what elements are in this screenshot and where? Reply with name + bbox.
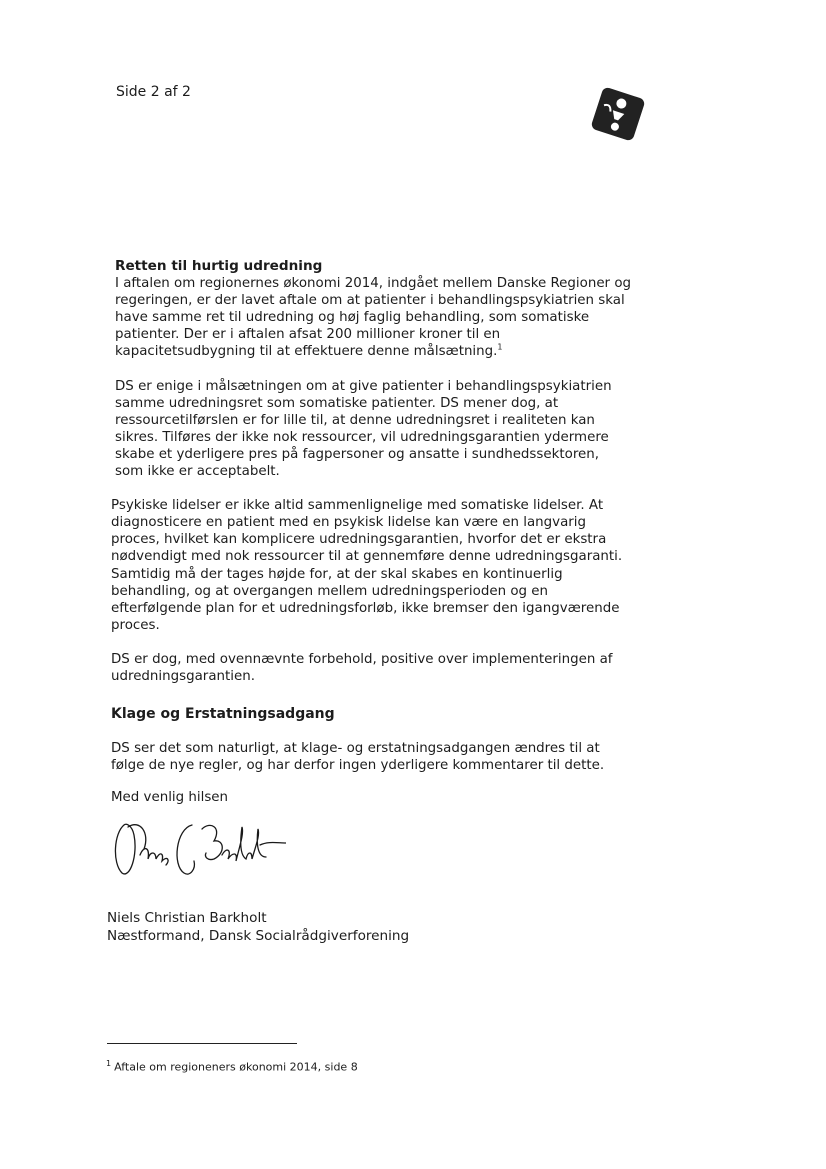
handwritten-signature	[110, 815, 286, 885]
paragraph: DS er dog, med ovennævnte forbehold, positive over implementeringen af udredningsgarantien.	[111, 651, 613, 684]
section-heading: Retten til hurtig udredning	[115, 258, 323, 274]
paragraph: Psykiske lidelser er ikke altid sammenlignelige med somatiske lidelser. At diagnosticere en patient med en psykisk lidelse kan være en langvarig proces, hvilket kan komplicere udredningsgarantien, hvorfor det er ekstra nødvendigt med nok ressourcer til at gennemføre denne udredningsgaranti. Samtidig må der tages højde for, at der skal skabes en kontinuerlig behandling, og at overgangen mellem udredningsperioden og en efterfølgende plan for et udredningsforløb, ikke bremser den igangværende proces.	[111, 498, 623, 633]
page-number: Side 2 af 2	[116, 84, 191, 100]
footnote	[106, 1059, 358, 1074]
footnote-marker: 1	[106, 1059, 112, 1068]
letter-body	[111, 258, 631, 806]
footnote-text: Aftale om regioneners økonomi 2014, side 8	[114, 1060, 358, 1074]
section-rapid-assessment	[111, 258, 631, 480]
paragraph: DS er enige i målsætningen om at give patienter i behandlingspsykiatrien samme udredningsret som somatiske patienter. DS mener dog, at ressourcetilførslen er for lille til, at denne udredningsret i realiteten kan sikres. Tilføres der ikke nok ressourcer, vil udredningsgarantien ydermere skabe et yderligere pres på fagpersoner og ansatte i sundhedssektoren, som ikke er acceptabelt.	[115, 378, 612, 480]
signer-block	[107, 909, 409, 945]
signer-name: Niels Christian Barkholt	[107, 910, 267, 926]
footnote-divider	[107, 1043, 297, 1044]
ds-logo-icon	[588, 86, 648, 142]
paragraph	[115, 275, 631, 360]
section-heading: Klage og Erstatningsadgang	[111, 706, 335, 723]
footnote-reference: 1	[497, 343, 503, 352]
paragraph: DS ser det som naturligt, at klage- og erstatningsadgangen ændres til at følge de nye regler, og har derfor ingen yderligere kommentarer til dette.	[111, 741, 605, 774]
closing-salutation: Med venlig hilsen	[111, 790, 229, 806]
signer-title: Næstformand, Dansk Socialrådgiverforening	[107, 928, 410, 944]
paragraph-text: I aftalen om regionernes økonomi 2014, indgået mellem Danske Regioner og regeringen, er der lavet aftale om at patienter i behandlingspsykiatrien skal have samme ret til udredning og høj faglig behandling, som somatiske patienter. Der er i aftalen afsat 200 millioner kroner til en kapacitetsudbygning til at effektuere denne målsætning.	[115, 276, 632, 360]
